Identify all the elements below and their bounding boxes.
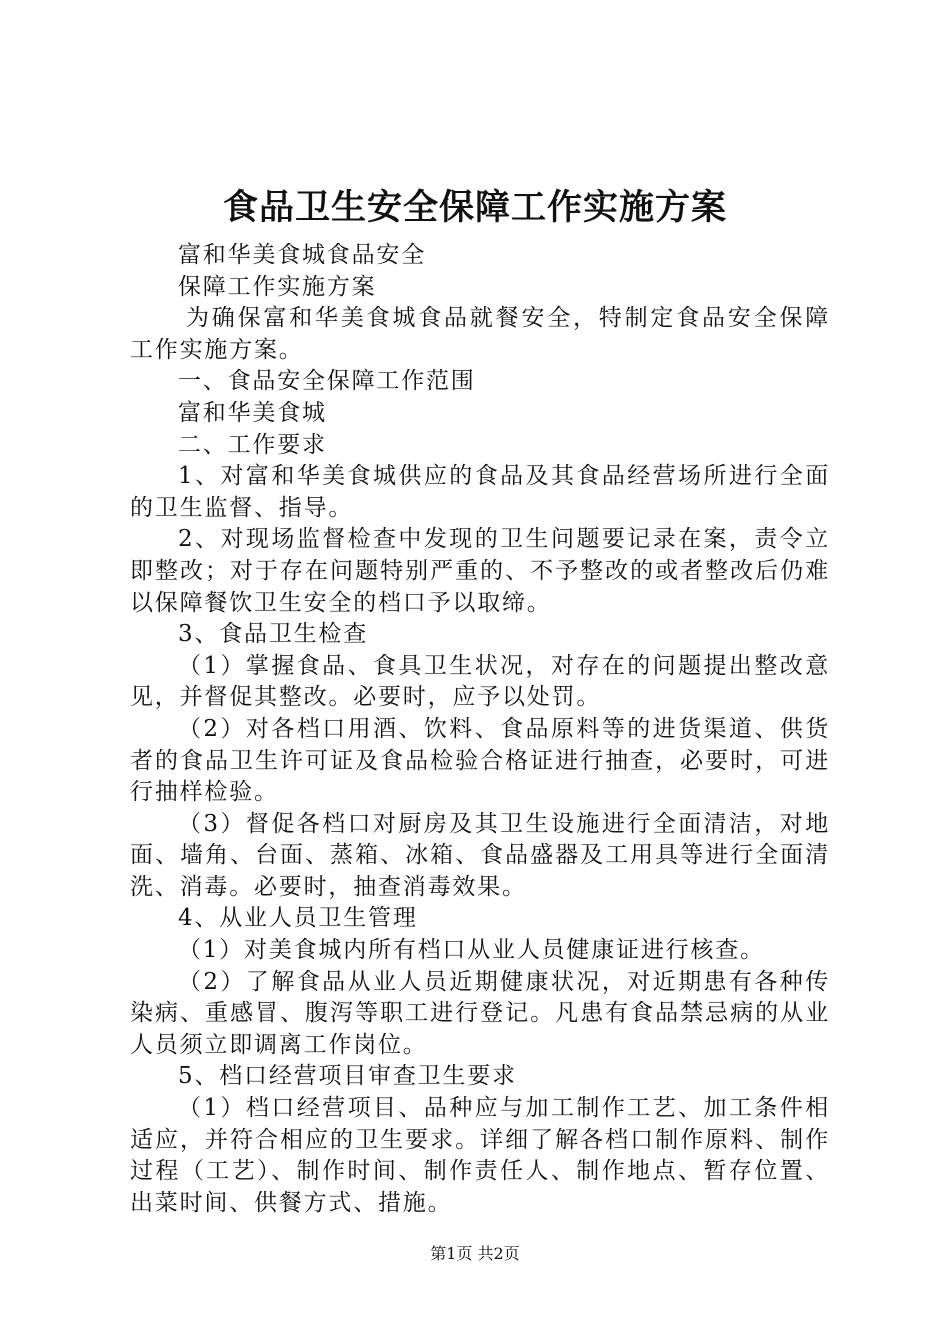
paragraph: （1）档口经营项目、品种应与加工制作工艺、加工条件相适应，并符合相应的卫生要求。详细了解各档口制作原料、制作过程（工艺）、制作时间、制作责任人、制作地点、暂存位置、出菜时间、供餐方式、措施。 (130, 1095, 830, 1216)
document-body (130, 240, 830, 1219)
paragraph: 一、食品安全保障工作范围 (178, 368, 476, 395)
paragraph: 富和华美食城 (178, 399, 327, 426)
page-title: 食品卫生安全保障工作实施方案 (222, 187, 727, 228)
paragraph: 富和华美食城食品安全 (178, 242, 426, 268)
paragraph: 3、食品卫生检查 (178, 621, 369, 648)
paragraph: 2、对现场监督检查中发现的卫生问题要记录在案，责令立即整改；对于存在问题特别严重的、不予整改的或者整改后仍难以保障餐饮卫生安全的档口予以取缔。 (130, 526, 830, 616)
paragraph: 保障工作实施方案 (178, 273, 377, 300)
paragraph: （3）督促各档口对厨房及其卫生设施进行全面清洁，对地面、墙角、台面、蒸箱、冰箱、食品盛器及工用具等进行全面清洗、消毒。必要时，抽查消毒效果。 (130, 810, 830, 900)
paragraph: （2）对各档口用酒、饮料、食品原料等的进货渠道、供货者的食品卫生许可证及食品检验合格证进行抽查，必要时，可进行抽样检验。 (130, 715, 830, 806)
paragraph: 4、从业人员卫生管理 (178, 905, 418, 932)
paragraph: 5、档口经营项目审查卫生要求 (178, 1063, 517, 1090)
paragraph: 为确保富和华美食城食品就餐安全，特制定食品安全保障工作实施方案。 (130, 305, 830, 363)
paragraph: 二、工作要求 (178, 431, 327, 458)
paragraph: 1、对富和华美食城供应的食品及其食品经营场所进行全面的卫生监督、指导。 (130, 463, 830, 521)
page-footer: 第1页 共2页 (430, 1244, 520, 1263)
paragraph: （1）对美食城内所有档口从业人员健康证进行核查。 (178, 937, 765, 964)
paragraph: （2）了解食品从业人员近期健康状况，对近期患有各种传染病、重感冒、腹泻等职工进行登记。凡患有食品禁忌病的从业人员须立即调离工作岗位。 (130, 968, 830, 1058)
paragraph: （1）掌握食品、食具卫生状况，对存在的问题提出整改意见，并督促其整改。必要时，应予以处罚。 (130, 652, 830, 711)
